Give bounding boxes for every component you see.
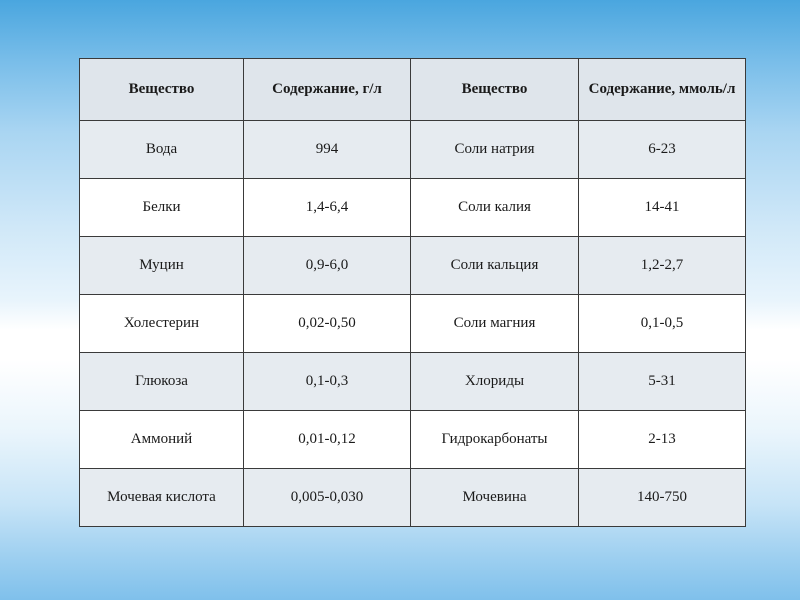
table-header-row — [80, 59, 746, 121]
table-row — [80, 469, 746, 527]
cell-content: 0,1-0,3 — [244, 353, 411, 411]
cell-content: 0,9-6,0 — [244, 237, 411, 295]
cell-content: 5-31 — [579, 353, 746, 411]
table-row — [80, 295, 746, 353]
cell-content: 140-750 — [579, 469, 746, 527]
cell-substance: Соли натрия — [411, 121, 579, 179]
table-row — [80, 237, 746, 295]
cell-substance: Соли магния — [411, 295, 579, 353]
header-content-g-per-l: Содержание, г/л — [244, 59, 411, 121]
cell-content: 2-13 — [579, 411, 746, 469]
cell-content: 0,01-0,12 — [244, 411, 411, 469]
cell-substance: Соли кальция — [411, 237, 579, 295]
cell-substance: Вода — [80, 121, 244, 179]
table-row — [80, 353, 746, 411]
cell-content: 0,02-0,50 — [244, 295, 411, 353]
cell-content: 994 — [244, 121, 411, 179]
table-row — [80, 411, 746, 469]
cell-content: 0,1-0,5 — [579, 295, 746, 353]
cell-substance: Соли калия — [411, 179, 579, 237]
cell-substance: Гидрокарбонаты — [411, 411, 579, 469]
cell-substance: Муцин — [80, 237, 244, 295]
cell-substance: Аммоний — [80, 411, 244, 469]
cell-substance: Хлориды — [411, 353, 579, 411]
cell-substance: Мочевина — [411, 469, 579, 527]
composition-table — [79, 58, 746, 527]
cell-content: 14-41 — [579, 179, 746, 237]
table-row — [80, 121, 746, 179]
cell-substance: Глюкоза — [80, 353, 244, 411]
header-substance-1: Вещество — [80, 59, 244, 121]
cell-content: 6-23 — [579, 121, 746, 179]
cell-content: 1,2-2,7 — [579, 237, 746, 295]
cell-substance: Холестерин — [80, 295, 244, 353]
cell-content: 0,005-0,030 — [244, 469, 411, 527]
cell-content: 1,4-6,4 — [244, 179, 411, 237]
cell-substance: Белки — [80, 179, 244, 237]
table-row — [80, 179, 746, 237]
header-substance-2: Вещество — [411, 59, 579, 121]
cell-substance: Мочевая кислота — [80, 469, 244, 527]
header-content-mmol-per-l: Содержание, ммоль/л — [579, 59, 746, 121]
